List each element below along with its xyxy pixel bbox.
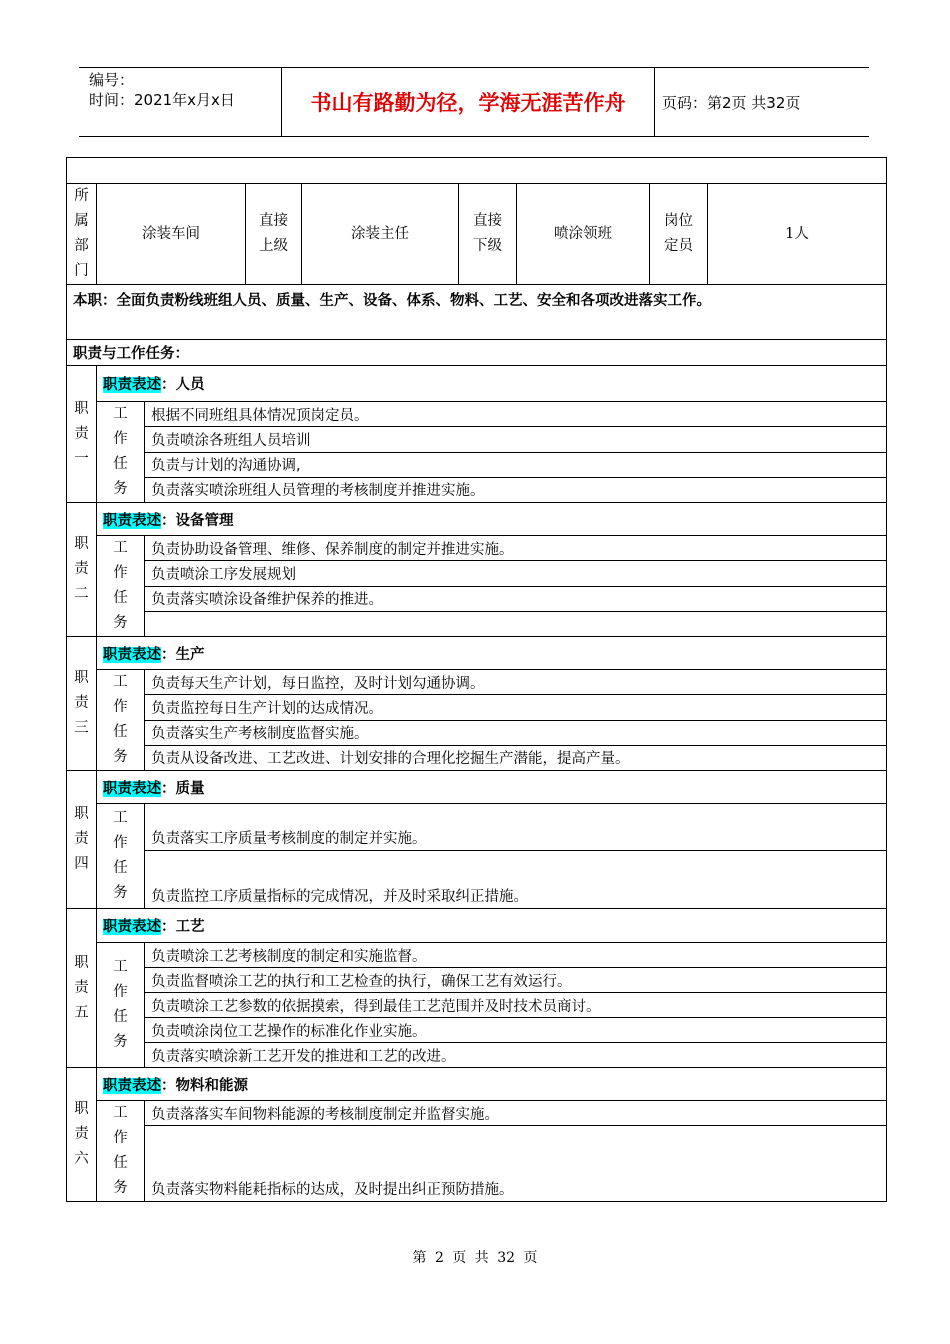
page-header — [79, 67, 869, 137]
job-description-table — [66, 157, 887, 1202]
duty-5-task-2: 负责监督喷涂工艺的执行和工艺检查的执行，确保工艺有效运行。 — [145, 968, 887, 993]
duty-1-task-2: 负责喷涂各班组人员培训 — [145, 427, 887, 452]
time-label: 时间：2021年x月x日 — [89, 91, 235, 109]
dept-value: 涂装车间 — [97, 184, 246, 285]
subordinate-value: 喷涂领班 — [517, 184, 650, 285]
duty-2-label: 职 责 二 — [67, 503, 97, 637]
duty-2-task-label: 工 作 任 务 — [97, 536, 145, 637]
duty-3-task-2: 负责监控每日生产计划的达成情况。 — [145, 695, 887, 720]
duty-3-task-label: 工 作 任 务 — [97, 670, 145, 771]
duty-5-task-label: 工 作 任 务 — [97, 943, 145, 1068]
superior-value: 涂装主任 — [302, 184, 459, 285]
duty-1-task-1: 根据不同班组具体情况顶岗定员。 — [145, 402, 887, 427]
duty-2-task-2: 负责喷涂工序发展规划 — [145, 561, 887, 586]
duty-4-label: 职 责 四 — [67, 771, 97, 909]
page-footer: 第 2 页 共 32 页 — [412, 1250, 538, 1266]
duty-5-task-1: 负责喷涂工艺考核制度的制定和实施监督。 — [145, 943, 887, 968]
info-row — [67, 184, 887, 285]
duty-3-task-3: 负责落实生产考核制度监督实施。 — [145, 720, 887, 745]
duty-6-label: 职 责 六 — [67, 1068, 97, 1202]
code-label: 编号： — [89, 71, 135, 89]
duty-1-task-3: 负责与计划的沟通协调, — [145, 452, 887, 477]
quota-label: 岗位 定员 — [650, 184, 708, 285]
table-title-row — [67, 158, 887, 184]
duty-3-label: 职 责 三 — [67, 637, 97, 771]
duty-1-task-label: 工 作 任 务 — [97, 402, 145, 503]
duty-6-task-1: 负责落落实车间物料能源的考核制度制定并监督实施。 — [145, 1101, 887, 1126]
duty-3-task-4: 负责从设备改进、工艺改进、计划安排的合理化挖掘生产潜能，提高产量。 — [145, 745, 887, 770]
duty-2-task-1: 负责协助设备管理、维修、保养制度的制定并推进实施。 — [145, 536, 887, 561]
duty-5-desc: 职责表述：工艺 — [97, 909, 887, 943]
duty-5-label: 职 责 五 — [67, 909, 97, 1068]
duty-4-task-2: 负责监控工序质量指标的完成情况，并及时采取纠正措施。 — [145, 851, 887, 909]
duty-5-task-5: 负责落实喷涂新工艺开发的推进和工艺的改进。 — [145, 1043, 887, 1068]
duty-4-task-1: 负责落实工序质量考核制度的制定并实施。 — [145, 804, 887, 851]
duty-3-task-1: 负责每天生产计划，每日监控，及时计划勾通协调。 — [145, 670, 887, 695]
motto: 书山有路勤为径，学海无涯苦作舟 — [281, 68, 655, 136]
duty-1-task-4: 负责落实喷涂班组人员管理的考核制度并推进实施。 — [145, 477, 887, 502]
superior-label: 直接 上级 — [246, 184, 302, 285]
header-meta — [79, 68, 281, 136]
subordinate-label: 直接 下级 — [459, 184, 517, 285]
duty-6-task-label: 工 作 任 务 — [97, 1101, 145, 1202]
duty-6-task-2: 负责落实物料能耗指标的达成，及时提出纠正预防措施。 — [145, 1126, 887, 1202]
duty-6-desc: 职责表述：物料和能源 — [97, 1068, 887, 1101]
duty-5-task-4: 负责喷涂岗位工艺操作的标准化作业实施。 — [145, 1018, 887, 1043]
duty-4-task-label: 工 作 任 务 — [97, 804, 145, 909]
dept-label: 所 属 部 门 — [67, 184, 97, 285]
duty-2-task-3: 负责落实喷涂设备维护保养的推进。 — [145, 586, 887, 611]
quota-value: 1人 — [708, 184, 887, 285]
duty-4-desc: 职责表述：质量 — [97, 771, 887, 804]
duty-5-task-3: 负责喷涂工艺参数的依据摸索，得到最佳工艺范围并及时技术员商讨。 — [145, 993, 887, 1018]
duty-2-task-4 — [145, 611, 887, 636]
duty-1-label: 职 责 一 — [67, 366, 97, 503]
page-info: 页码：第2页 共32页 — [662, 94, 801, 112]
duties-title: 职责与工作任务： — [67, 340, 887, 366]
duty-1-desc: 职责表述：人员 — [97, 366, 887, 402]
core-duty: 本职：全面负责粉线班组人员、质量、生产、设备、体系、物料、工艺、安全和各项改进落实工作。 — [67, 285, 887, 340]
duty-3-desc: 职责表述：生产 — [97, 637, 887, 670]
duty-2-desc: 职责表述：设备管理 — [97, 503, 887, 536]
